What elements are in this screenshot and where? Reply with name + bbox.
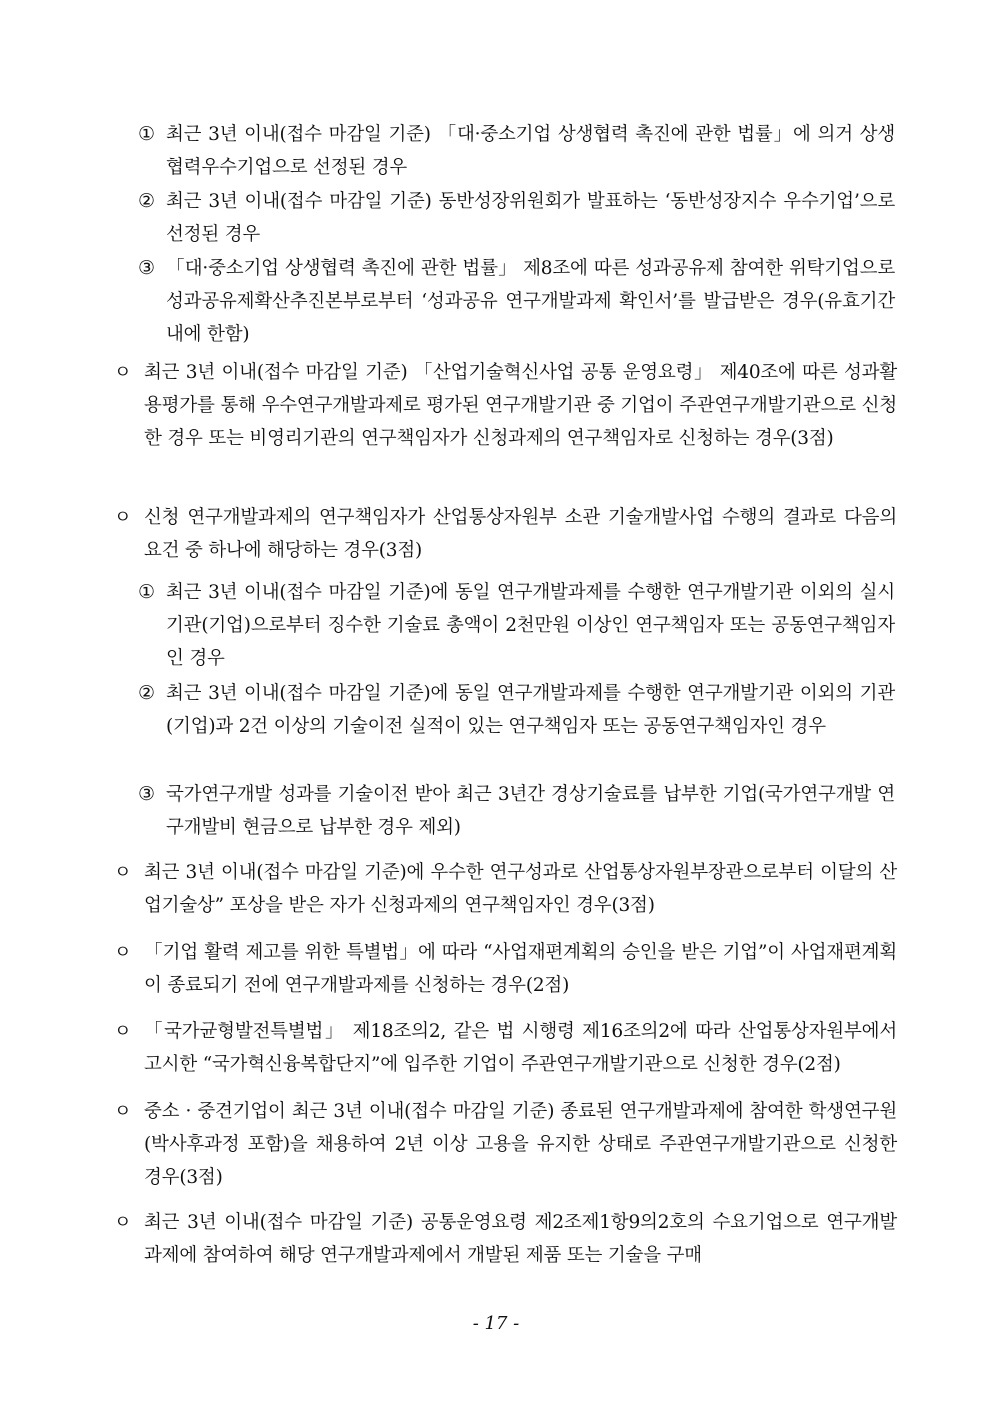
item-marker: ② xyxy=(138,682,155,704)
item-marker: ㅇ xyxy=(114,507,132,528)
item-text: 신청 연구개발과제의 연구책임자가 산업통상자원부 소관 기술개발사업 수행의 결과로 다음의 요건 중 하나에 해당하는 경우(3점) xyxy=(144,507,897,561)
sub-item xyxy=(138,677,895,743)
item-marker: ㅇ xyxy=(114,1212,132,1233)
item-marker: ㅇ xyxy=(114,362,132,383)
item-text: 최근 3년 이내(접수 마감일 기준) 동반성장위원회가 발표하는 ‘동반성장지수 우수기업’으로 선정된 경우 xyxy=(166,191,895,245)
item-text: 최근 3년 이내(접수 마감일 기준)에 우수한 연구성과로 산업통상자원부장관으로부터 이달의 산업기술상” 포상을 받은 자가 신청과제의 연구책임자인 경우(3점) xyxy=(144,862,897,916)
item-text: 최근 3년 이내(접수 마감일 기준)에 동일 연구개발과제를 수행한 연구개발기관 이외의 실시기관(기업)으로부터 징수한 기술료 총액이 2천만원 이상인 연구책임자 또는 공동연구책임자인 경우 xyxy=(166,582,895,669)
item-marker: ② xyxy=(138,190,155,212)
sub-item xyxy=(138,185,895,251)
item-text: 최근 3년 이내(접수 마감일 기준) 「산업기술혁신사업 공통 운영요령」 제40조에 따른 성과활용평가를 통해 우수연구개발과제로 평가된 연구개발기관 중 기업이 주관연구개발기관으로 신청한 경우 또는 비영리기관의 연구책임자가 신청과제의 연구책임자로 신청하는 경우(3점) xyxy=(144,362,897,449)
item-marker: ㅇ xyxy=(114,862,132,883)
bullet-item xyxy=(114,501,897,567)
bullet-item xyxy=(114,936,897,1002)
sub-item xyxy=(138,252,895,351)
item-marker: ③ xyxy=(138,783,155,805)
item-text: 최근 3년 이내(접수 마감일 기준) 공통운영요령 제2조제1항9의2호의 수요기업으로 연구개발과제에 참여하여 해당 연구개발과제에서 개발된 제품 또는 기술을 구매 xyxy=(144,1212,897,1266)
bullet-item xyxy=(114,1206,897,1272)
item-text: 국가연구개발 성과를 기술이전 받아 최근 3년간 경상기술료를 납부한 기업(국가연구개발 연구개발비 현금으로 납부한 경우 제외) xyxy=(166,784,895,838)
page-number: - 17 - xyxy=(472,1313,520,1334)
item-marker: ㅇ xyxy=(114,1021,132,1042)
item-text: 「국가균형발전특별법」 제18조의2, 같은 법 시행령 제16조의2에 따라 산업통상자원부에서 고시한 “국가혁신융복합단지”에 입주한 기업이 주관연구개발기관으로 신청한 경우(2점) xyxy=(144,1021,897,1075)
item-marker: ③ xyxy=(138,257,155,279)
item-text: 「대·중소기업 상생협력 촉진에 관한 법률」 제8조에 따른 성과공유제 참여한 위탁기업으로 성과공유제확산추진본부로부터 ‘성과공유 연구개발과제 확인서’를 발급받은 경우(유효기간 내에 한함) xyxy=(166,258,895,345)
item-marker: ① xyxy=(138,123,155,145)
item-text: 중소 · 중견기업이 최근 3년 이내(접수 마감일 기준) 종료된 연구개발과제에 참여한 학생연구원(박사후과정 포함)을 채용하여 2년 이상 고용을 유지한 상태로 주관연구개발기관으로 신청한 경우(3점) xyxy=(144,1101,897,1188)
sub-item xyxy=(138,778,895,844)
item-text: 「기업 활력 제고를 위한 특별법」에 따라 “사업재편계획의 승인을 받은 기업”이 사업재편계획이 종료되기 전에 연구개발과제를 신청하는 경우(2점) xyxy=(144,942,897,996)
bullet-item xyxy=(114,856,897,922)
bullet-item xyxy=(114,1015,897,1081)
item-text: 최근 3년 이내(접수 마감일 기준) 「대·중소기업 상생협력 촉진에 관한 법률」에 의거 상생협력우수기업으로 선정된 경우 xyxy=(166,124,895,178)
item-marker: ㅇ xyxy=(114,1101,132,1122)
item-text: 최근 3년 이내(접수 마감일 기준)에 동일 연구개발과제를 수행한 연구개발기관 이외의 기관(기업)과 2건 이상의 기술이전 실적이 있는 연구책임자 또는 공동연구책임자인 경우 xyxy=(166,683,895,737)
sub-item xyxy=(138,118,895,184)
item-marker: ① xyxy=(138,581,155,603)
sub-item xyxy=(138,576,895,675)
bullet-item xyxy=(114,356,897,455)
item-marker: ㅇ xyxy=(114,942,132,963)
bullet-item xyxy=(114,1095,897,1194)
